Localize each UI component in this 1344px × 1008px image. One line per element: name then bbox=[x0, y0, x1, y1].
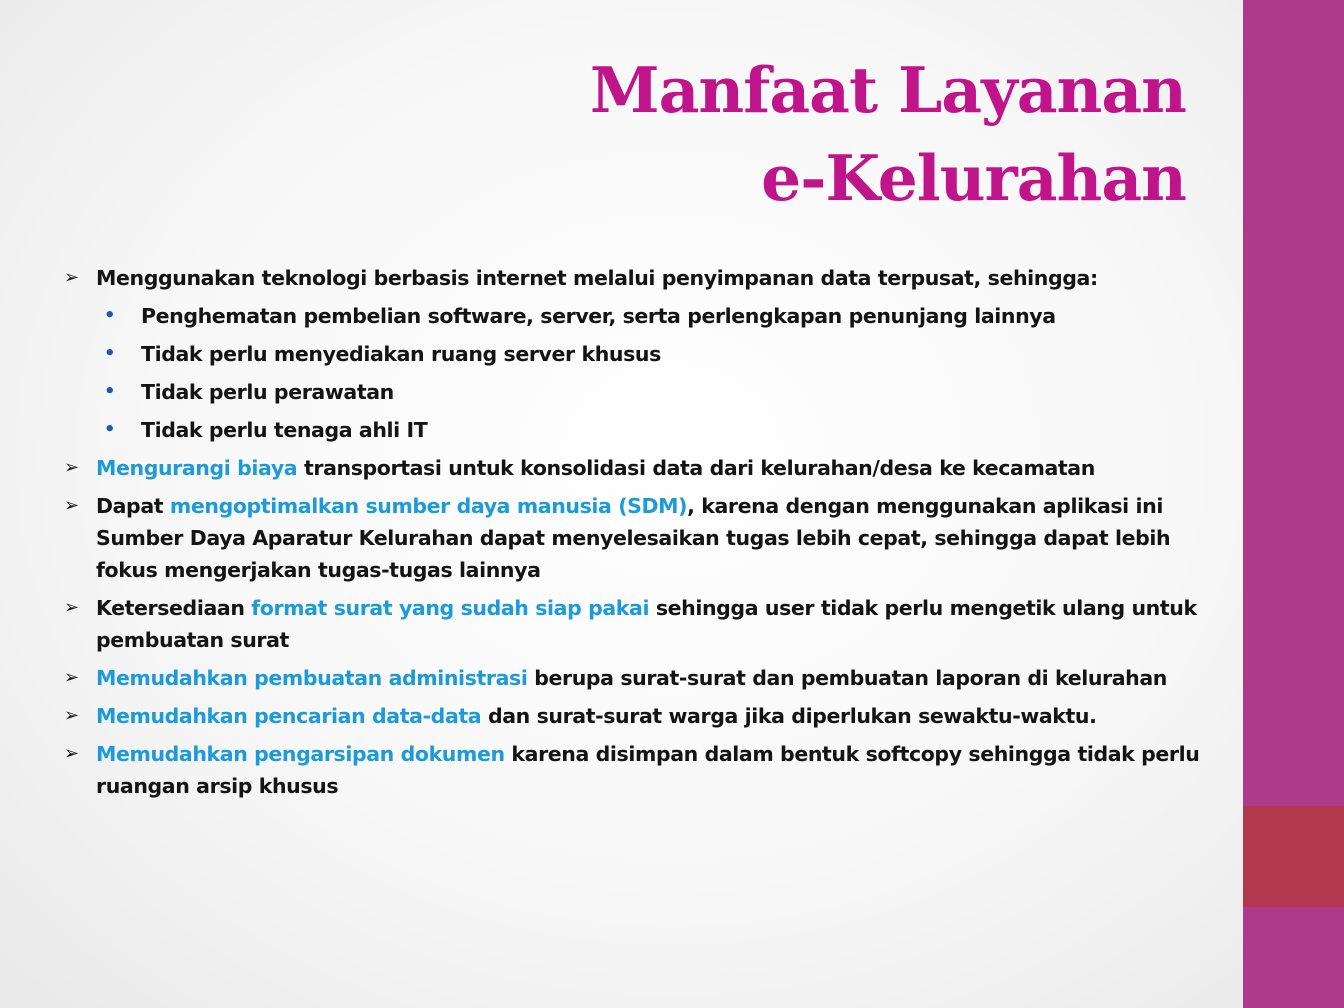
bullet-item bbox=[64, 738, 1204, 802]
bullet-item bbox=[64, 490, 1204, 586]
bullet-text: transportasi untuk konsolidasi data dari kelurahan/desa ke kecamatan bbox=[297, 456, 1095, 480]
highlight-text: mengoptimalkan sumber daya manusia (SDM) bbox=[169, 494, 688, 518]
arrow-bullet-icon: ➢ bbox=[64, 457, 79, 478]
bullet-text: Dapat bbox=[96, 494, 170, 518]
dot-bullet-icon: • bbox=[104, 381, 116, 402]
dot-bullet-icon: • bbox=[104, 305, 116, 326]
bullet-list bbox=[64, 262, 1204, 808]
slide-title bbox=[386, 46, 1186, 222]
bullet-item bbox=[64, 262, 1204, 294]
highlight-text: Memudahkan pengarsipan dokumen bbox=[96, 742, 505, 766]
bullet-text: Ketersediaan bbox=[96, 596, 252, 620]
sub-bullet-text: Penghematan pembelian software, server, serta perlengkapan penunjang lainnya bbox=[141, 304, 1056, 328]
highlight-text: format surat yang sudah siap pakai bbox=[251, 596, 650, 620]
arrow-bullet-icon: ➢ bbox=[64, 597, 79, 618]
sub-bullet-item bbox=[64, 414, 1204, 446]
bullet-text: dan surat-surat warga jika diperlukan sewaktu-waktu. bbox=[481, 704, 1097, 728]
arrow-bullet-icon: ➢ bbox=[64, 743, 79, 764]
sub-bullet-item bbox=[64, 300, 1204, 332]
bullet-item bbox=[64, 452, 1204, 484]
dot-bullet-icon: • bbox=[104, 343, 116, 364]
arrow-bullet-icon: ➢ bbox=[64, 667, 79, 688]
sub-bullet-text: Tidak perlu tenaga ahli IT bbox=[141, 418, 428, 442]
bullet-item bbox=[64, 592, 1204, 656]
highlight-text: Mengurangi biaya bbox=[96, 456, 298, 480]
arrow-bullet-icon: ➢ bbox=[64, 705, 79, 726]
bullet-text: , karena dengan menggunakan aplikasi ini Sumber Daya Aparatur Kelurahan dapat menyelesaikan tugas lebih cepat, sehingga dapat lebih fokus mengerjakan tugas-tugas lainnya bbox=[96, 494, 1171, 582]
sub-bullet-item bbox=[64, 376, 1204, 408]
bullet-text: sehingga user tidak perlu mengetik ulang untuk pembuatan surat bbox=[96, 596, 1197, 652]
sub-bullet-text: Tidak perlu menyediakan ruang server khusus bbox=[141, 342, 661, 366]
bullet-item bbox=[64, 662, 1204, 694]
highlight-text: Memudahkan pencarian data-data bbox=[96, 704, 482, 728]
bullet-item bbox=[64, 700, 1204, 732]
arrow-bullet-icon: ➢ bbox=[64, 267, 79, 288]
sub-bullet-item bbox=[64, 338, 1204, 370]
dot-bullet-icon: • bbox=[104, 419, 116, 440]
highlight-text: Memudahkan pembuatan administrasi bbox=[96, 666, 528, 690]
side-decor-accent bbox=[1243, 806, 1344, 907]
title-line-2: e-Kelurahan bbox=[761, 141, 1186, 215]
bullet-text: karena disimpan dalam bentuk softcopy sehingga tidak perlu ruangan arsip khusus bbox=[96, 742, 1200, 798]
title-line-1: Manfaat Layanan bbox=[589, 53, 1186, 127]
arrow-bullet-icon: ➢ bbox=[64, 495, 79, 516]
bullet-text: berupa surat-surat dan pembuatan laporan di kelurahan bbox=[527, 666, 1168, 690]
sub-bullet-text: Tidak perlu perawatan bbox=[141, 380, 394, 404]
bullet-text: Menggunakan teknologi berbasis internet melalui penyimpanan data terpusat, sehingga: bbox=[96, 266, 1098, 290]
